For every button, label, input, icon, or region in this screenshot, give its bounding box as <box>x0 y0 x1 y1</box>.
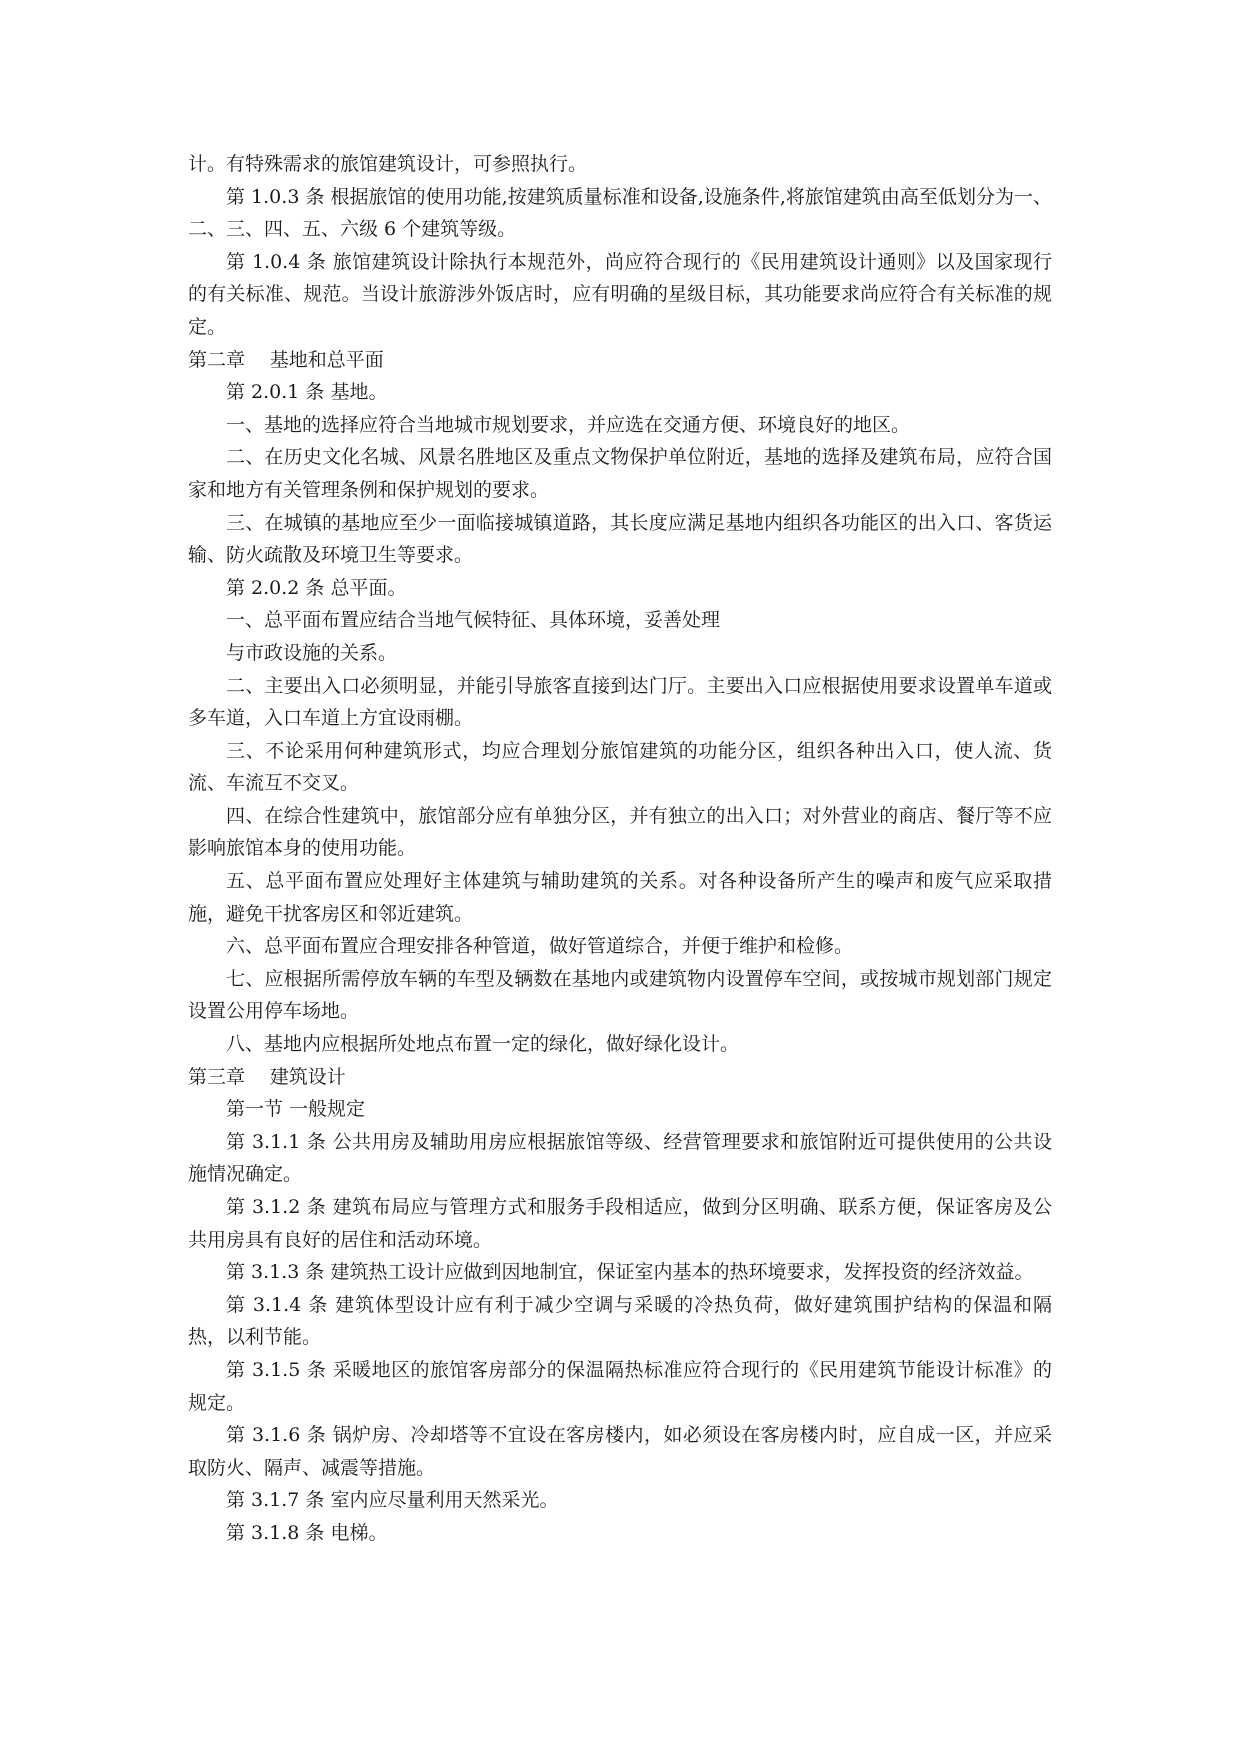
clause-3-1-8: 第 3.1.8 条 电梯。 <box>226 1521 388 1544</box>
clause-1-0-3: 第 1.0.3 条 根据旅馆的使用功能,按建筑质量标准和设备,设施条件,将旅馆建筑由高至低划分为一、二、三、四、五、六级 6 个建筑等级。 <box>188 185 1052 241</box>
list-item: 与市政设施的关系。 <box>226 641 398 664</box>
paragraph-continuation: 计。有特殊需求的旅馆建筑设计，可参照执行。 <box>188 153 588 175</box>
clause-2-0-1: 第 2.0.1 条 基地。 <box>226 381 388 404</box>
section-heading: 第一节 一般规定 <box>226 1098 366 1121</box>
list-item: 四、在综合性建筑中，旅馆部分应有单独分区，并有独立的出入口；对外营业的商店、餐厅等不应影响旅馆本身的使用功能。 <box>188 804 1052 860</box>
document-page <box>188 148 1052 1550</box>
clause-3-1-3: 第 3.1.3 条 建筑热工设计应做到因地制宜，保证室内基本的热环境要求，发挥投资的经济效益。 <box>226 1261 1034 1284</box>
chapter-2-heading <box>188 344 1052 377</box>
list-item: 六、总平面布置应合理安排各种管道，做好管道综合，并便于维护和检修。 <box>226 935 854 958</box>
clause-2-0-2: 第 2.0.2 条 总平面。 <box>226 576 407 599</box>
clause-3-1-2: 第 3.1.2 条 建筑布局应与管理方式和服务手段相适应，做到分区明确、联系方便，保证客房及公共用房具有良好的居住和活动环境。 <box>188 1196 1052 1251</box>
list-item: 三、在城镇的基地应至少一面临接城镇道路，其长度应满足基地内组织各功能区的出入口、客货运输、防火疏散及环境卫生等要求。 <box>188 511 1052 567</box>
list-item: 八、基地内应根据所处地点布置一定的绿化，做好绿化设计。 <box>226 1033 740 1056</box>
clause-3-1-4: 第 3.1.4 条 建筑体型设计应有利于减少空调与采暖的冷热负荷，做好建筑围护结构的保温和隔热，以利节能。 <box>188 1293 1052 1349</box>
list-item: 一、基地的选择应符合当地城市规划要求，并应选在交通方便、环境良好的地区。 <box>226 413 911 436</box>
clause-3-1-6: 第 3.1.6 条 锅炉房、冷却塔等不宜设在客房楼内，如必须设在客房楼内时，应自成一区，并应采取防火、隔声、减震等措施。 <box>188 1424 1052 1479</box>
list-item: 二、主要出入口必须明显，并能引导旅客直接到达门厅。主要出入口应根据使用要求设置单车道或多车道，入口车道上方宜设雨棚。 <box>188 674 1052 730</box>
list-item: 七、应根据所需停放车辆的车型及辆数在基地内或建筑物内设置停车空间，或按城市规划部门规定设置公用停车场地。 <box>188 967 1052 1023</box>
chapter-2-title: 基地和总平面 <box>269 348 384 371</box>
chapter-3-title: 建筑设计 <box>269 1065 346 1088</box>
list-item: 一、总平面布置应结合当地气候特征、具体环境，妥善处理 <box>226 609 721 632</box>
clause-3-1-5: 第 3.1.5 条 采暖地区的旅馆客房部分的保温隔热标准应符合现行的《民用建筑节能设计标准》的规定。 <box>188 1358 1052 1414</box>
clause-3-1-1: 第 3.1.1 条 公共用房及辅助用房应根据旅馆等级、经营管理要求和旅馆附近可提供使用的公共设施情况确定。 <box>188 1130 1052 1186</box>
list-item: 二、在历史文化名城、风景名胜地区及重点文物保护单位附近，基地的选择及建筑布局，应符合国家和地方有关管理条例和保护规划的要求。 <box>188 446 1052 501</box>
chapter-2-label: 第二章 <box>188 348 246 371</box>
chapter-3-label: 第三章 <box>188 1065 246 1088</box>
list-item: 三、不论采用何种建筑形式，均应合理划分旅馆建筑的功能分区，组织各种出入口，使人流、货流、车流互不交叉。 <box>188 739 1052 795</box>
clause-1-0-4: 第 1.0.4 条 旅馆建筑设计除执行本规范外，尚应符合现行的《民用建筑设计通则》以及国家现行的有关标准、规范。当设计旅游涉外饭店时，应有明确的星级目标，其功能要求尚应符合有关标准的规定。 <box>188 250 1052 338</box>
list-item: 五、总平面布置应处理好主体建筑与辅助建筑的关系。对各种设备所产生的噪声和废气应采取措施，避免干扰客房区和邻近建筑。 <box>188 870 1052 925</box>
clause-3-1-7: 第 3.1.7 条 室内应尽量利用天然采光。 <box>226 1489 559 1512</box>
chapter-3-heading <box>188 1061 1052 1094</box>
